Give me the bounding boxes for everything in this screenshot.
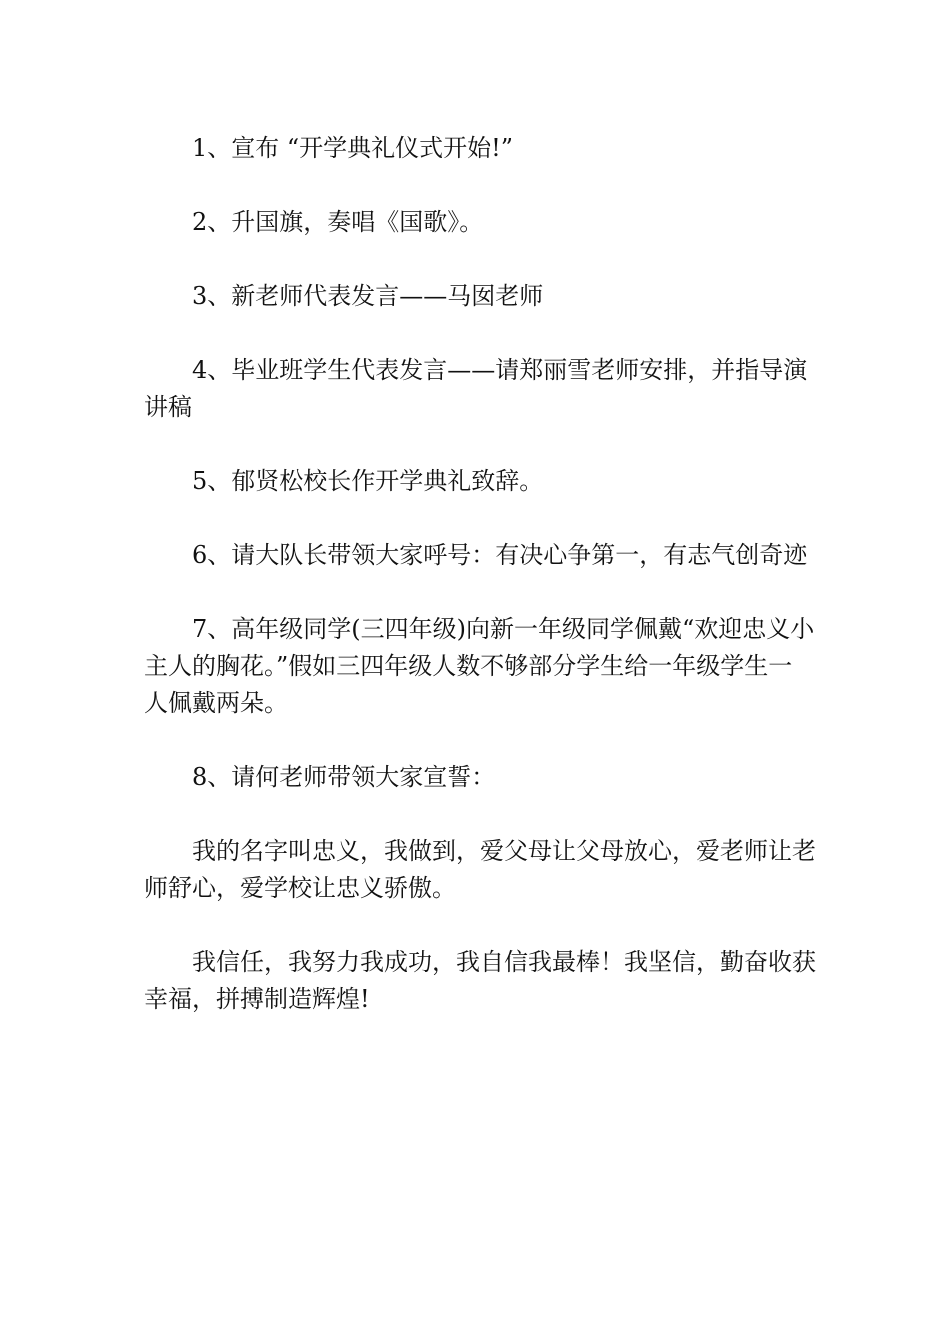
list-item-3: 3、新老师代表发言——马囡老师	[192, 282, 544, 310]
list-item-2: 2、升国旗，奏唱《国歌》。	[192, 208, 484, 236]
list-item-1: 1、宣布 “开学典礼仪式开始!”	[192, 134, 514, 162]
list-item-7: 7、高年级同学(三四年级)向新一年级同学佩戴“欢迎忠义小主人的胸花。”假如三四年级人数不够部分学生给一年级学生一人佩戴两朵。	[144, 615, 815, 717]
oath-paragraph-2: 我信任，我努力我成功，我自信我最棒！我坚信，勤奋收获幸福，拼搏制造辉煌!	[144, 948, 816, 1013]
document-body	[144, 130, 816, 1055]
list-item-4: 4、毕业班学生代表发言——请郑丽雪老师安排，并指导演讲稿	[144, 356, 808, 421]
list-item-5: 5、郁贤松校长作开学典礼致辞。	[192, 467, 544, 495]
list-item-8: 8、请何老师带领大家宣誓：	[192, 763, 496, 791]
oath-paragraph-1: 我的名字叫忠义，我做到，爱父母让父母放心，爱老师让老师舒心，爱学校让忠义骄傲。	[144, 837, 816, 902]
list-item-6: 6、请大队长带领大家呼号：有决心争第一，有志气创奇迹	[192, 541, 808, 569]
